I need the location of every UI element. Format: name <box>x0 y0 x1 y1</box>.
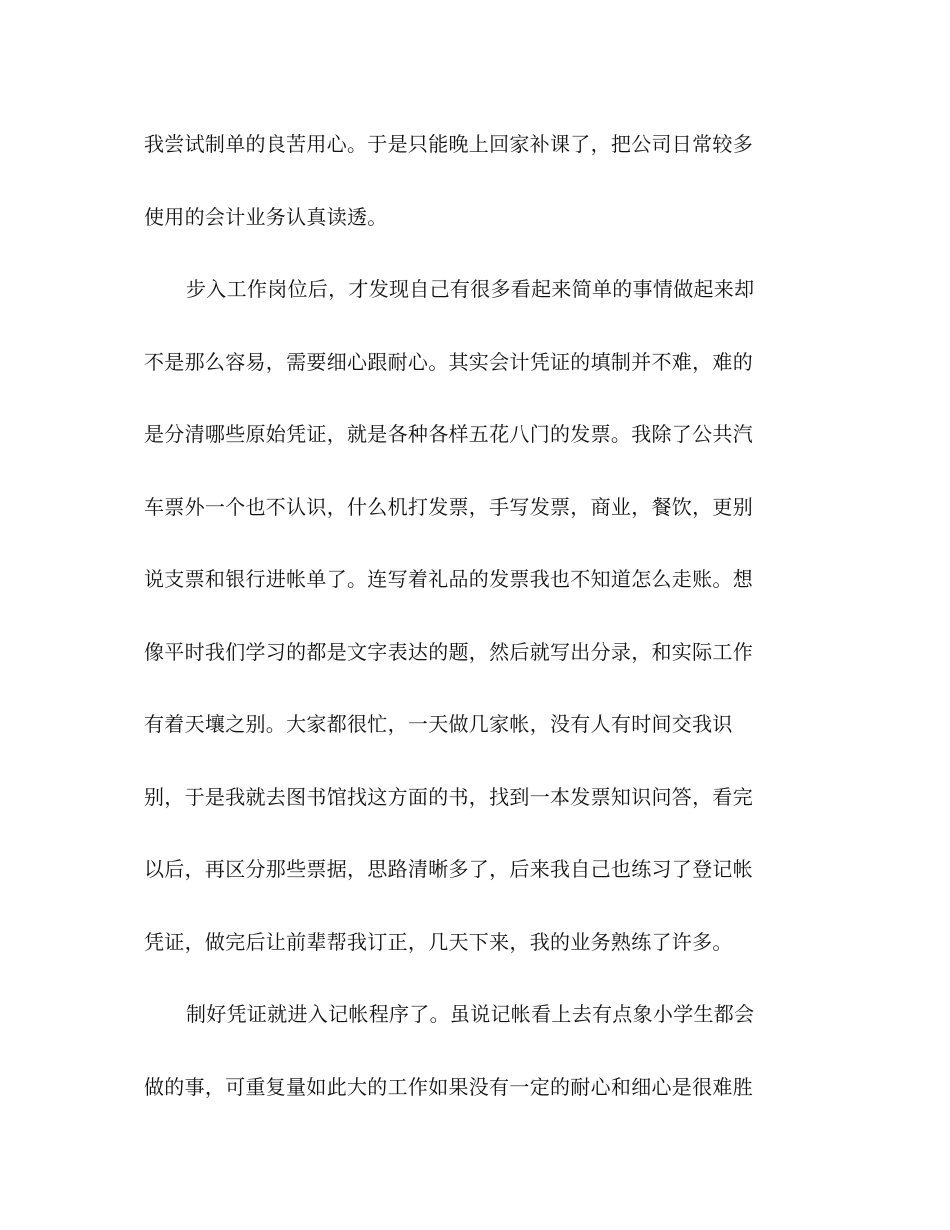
text-line: 像平时我们学习的都是文字表达的题，然后就写出分录，和实际工作 <box>144 639 753 664</box>
text-line: 使用的会计业务认真读透。 <box>144 204 388 229</box>
paragraph-start-line: 制好凭证就进入记帐程序了。虽说记帐看上去有点象小学生都会 <box>186 1002 755 1026</box>
text-line: 以后，再区分那些票据，思路清晰多了，后来我自己也练习了登记帐 <box>144 857 753 881</box>
text-line: 有着天壤之别。大家都很忙，一天做几家帐，没有人有时间交我识 <box>144 712 733 736</box>
text-line: 凭证，做完后让前辈帮我订正，几天下来，我的业务熟练了许多。 <box>144 929 733 954</box>
body-text <box>144 124 804 1139</box>
text-line: 我尝试制单的良苦用心。于是只能晚上回家补课了，把公司日常较多 <box>144 132 753 156</box>
text-line: 不是那么容易，需要细心跟耐心。其实会计凭证的填制并不难，难的 <box>144 349 753 374</box>
text-line: 是分清哪些原始凭证，就是各种各样五花八门的发票。我除了公共汽 <box>144 422 753 446</box>
text-line: 做的事，可重复量如此大的工作如果没有一定的耐心和细心是很难胜 <box>144 1074 753 1099</box>
text-line: 别，于是我就去图书馆找这方面的书，找到一本发票知识问答，看完 <box>144 784 753 809</box>
paragraph-start-line: 步入工作岗位后，才发现自己有很多看起来简单的事情做起来却 <box>186 277 755 301</box>
text-line: 车票外一个也不认识，什么机打发票，手写发票，商业，餐饮，更别 <box>144 494 753 519</box>
text-line: 说支票和银行进帐单了。连写着礼品的发票我也不知道怎么走账。想 <box>144 567 753 591</box>
